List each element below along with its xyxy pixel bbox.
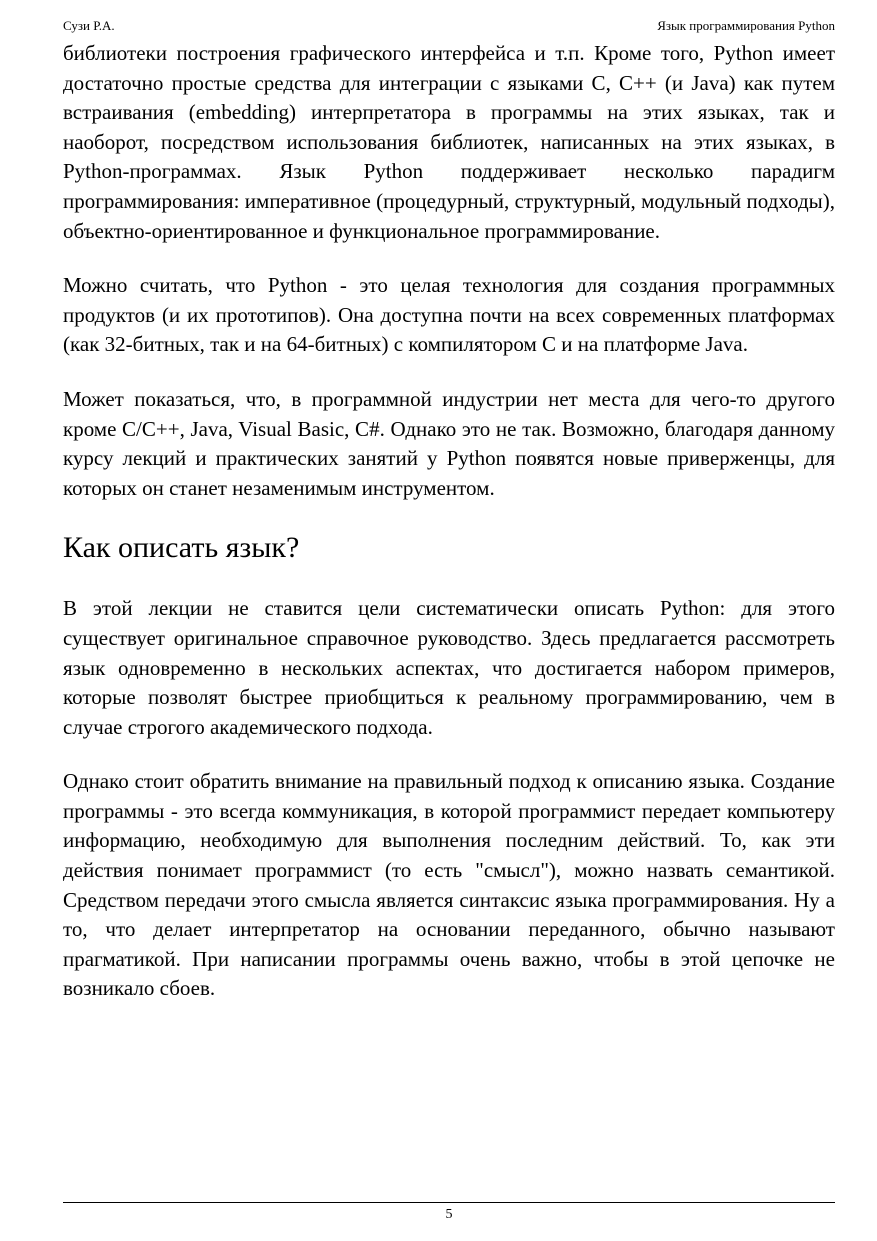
paragraph-semantics: Однако стоит обратить внимание на правильный подход к описанию языка. Создание программы - это всегда коммуникация, в которой программист передает компьютеру информацию, необходимую для выполнения последним действий. То, как эти действия понимает программист (то есть "смысл"), можно назвать семантикой. Средством передачи этого смысла является синтаксис языка программирования. Ну а то, что делает интерпретатор на основании переданного, обычно называют прагматикой. При написании программы очень важно, чтобы в этой цепочке не возникало сбоев.	[63, 769, 835, 1001]
running-header	[63, 17, 835, 35]
section-heading: Как описать язык?	[63, 531, 300, 565]
footer-divider	[63, 1202, 835, 1203]
header-author: Сузи Р.А.	[63, 18, 115, 33]
page-number: 5	[445, 1207, 453, 1222]
paragraph-lecture-goal: В этой лекции не ставится цели систематически описать Python: для этого существует оригинальное справочное руководство. Здесь предлагается рассмотреть язык одновременно в нескольких аспектах, что достигается набором примеров, которые позволят быстрее приобщиться к реальному программированию, чем в случае строгого академического подхода.	[63, 596, 835, 739]
paragraph-python-technology: Можно считать, что Python - это целая технология для создания программных продуктов (и их прототипов). Она доступна почти на всех современных платформах (как 32-битных, так и на 64-битных) с компилятором C и на платформе Java.	[63, 273, 835, 357]
header-book-title: Язык программирования Python	[657, 18, 835, 33]
page-content	[63, 39, 835, 1029]
paragraph-continuation: библиотеки построения графического интерфейса и т.п. Кроме того, Python имеет достаточно простые средства для интеграции с языками C, C++ (и Java) как путем встраивания (embedding) интерпретатора в программы на этих языках, так и наоборот, посредством использования библиотек, написанных на этих языках, в Python-программах. Язык Python поддерживает несколько парадигм программирования: императивное (процедурный, структурный, модульный подходы), объектно-ориентированное и функциональное программирование.	[63, 41, 835, 243]
paragraph-industry: Может показаться, что, в программной индустрии нет места для чего-то другого кроме C/C++, Java, Visual Basic, C#. Однако это не так. Возможно, благодаря данному курсу лекций и практических занятий у Python появятся новые приверженцы, для которых он станет незаменимым инструментом.	[63, 386, 835, 500]
